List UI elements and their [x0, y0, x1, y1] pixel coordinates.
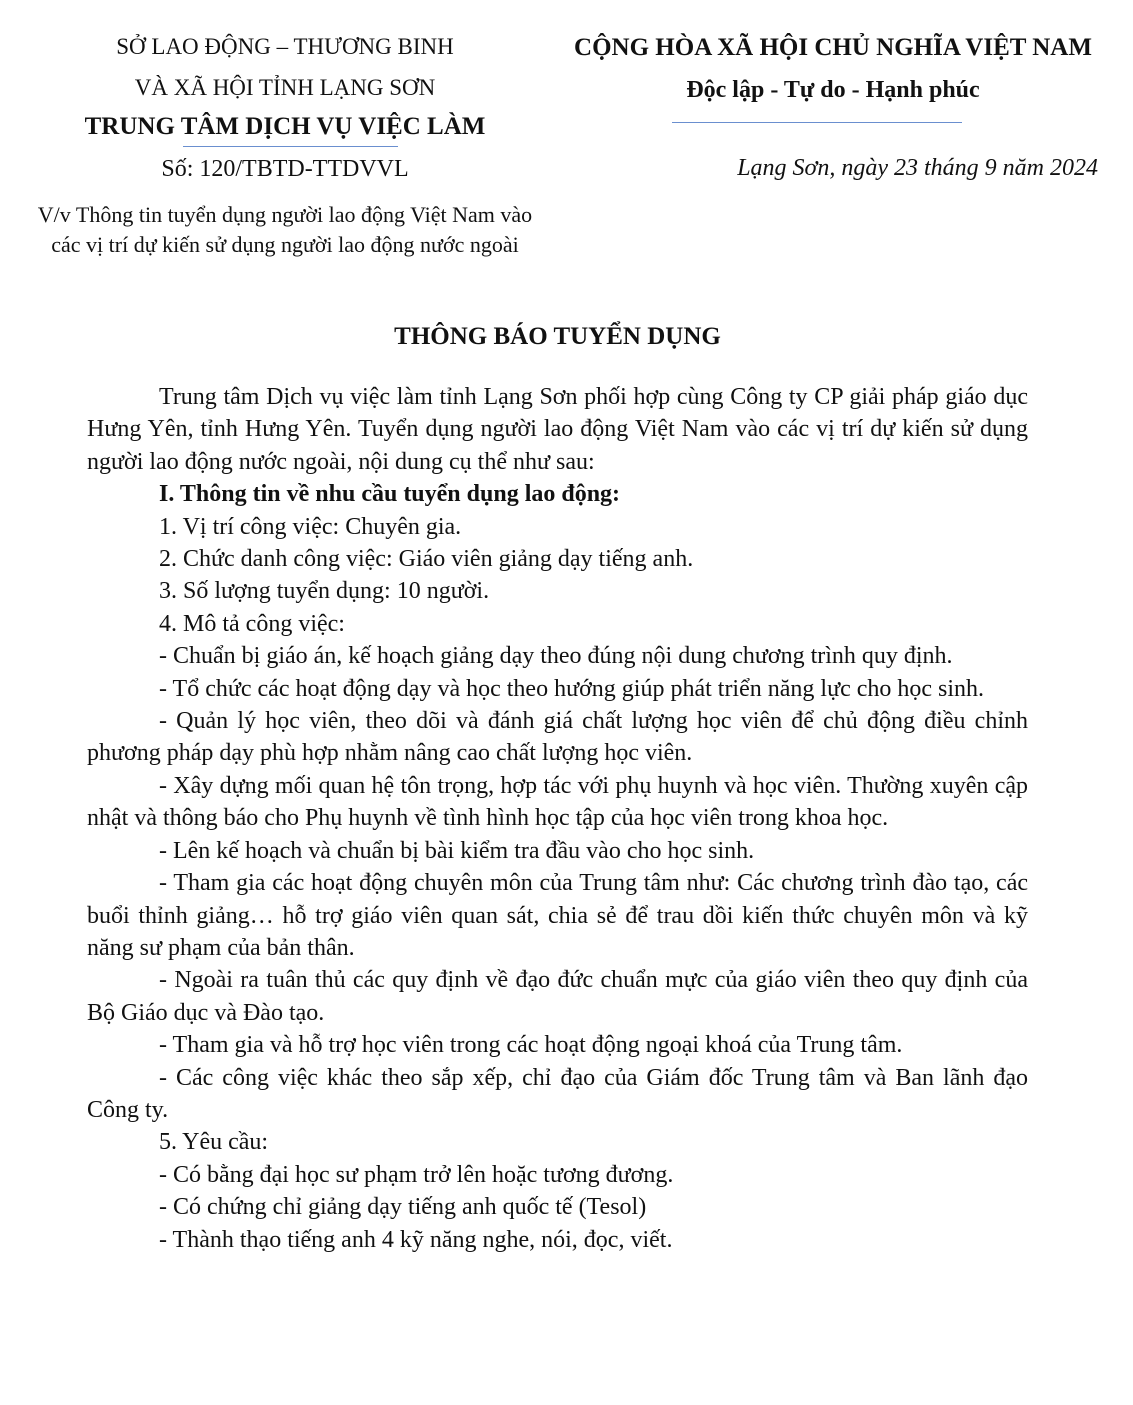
duty-item: - Các công việc khác theo sắp xếp, chỉ đạo của Giám đốc Trung tâm và Ban lãnh đạo Công ty.: [87, 1064, 1028, 1123]
duty-item: - Ngoài ra tuân thủ các quy định về đạo đức chuẩn mực của giáo viên theo quy định của Bộ Giáo dục và Đào tạo.: [87, 967, 1028, 1026]
document-subject: V/v Thông tin tuyển dụng người lao động Việt Nam vào các vị trí dự kiến sử dụng người lao động nước ngoài: [37, 202, 533, 257]
national-motto: Độc lập - Tự do - Hạnh phúc: [686, 77, 980, 103]
requirement-item: - Thành thạo tiếng anh 4 kỹ năng nghe, nói, đọc, viết.: [159, 1226, 673, 1253]
duty-item: - Tổ chức các hoạt động dạy và học theo hướng giúp phát triển năng lực cho học sinh.: [159, 675, 985, 702]
national-title: CỘNG HÒA XÃ HỘI CHỦ NGHĨA VIỆT NAM: [574, 34, 1092, 61]
place-and-date: Lạng Sơn, ngày 23 tháng 9 năm 2024: [737, 155, 1098, 181]
requirement-item: - Có chứng chỉ giảng dạy tiếng anh quốc tế (Tesol): [159, 1194, 647, 1221]
list-item: 2. Chức danh công việc: Giáo viên giảng dạy tiếng anh.: [159, 546, 694, 573]
duty-item: - Lên kế hoạch và chuẩn bị bài kiểm tra đầu vào cho học sinh.: [159, 837, 755, 864]
center-name: TRUNG TÂM DỊCH VỤ VIỆC LÀM: [84, 113, 486, 140]
duty-item: - Tham gia các hoạt động chuyên môn của Trung tâm như: Các chương trình đào tạo, các buổi thỉnh giảng… hỗ trợ giáo viên quan sát, chia sẻ để trau dồi kiến thức chuyên môn và kỹ năng sư phạm của bản thân.: [87, 870, 1028, 961]
duty-item: - Tham gia và hỗ trợ học viên trong các hoạt động ngoại khoá của Trung tâm.: [159, 1032, 903, 1059]
agency-line-2: VÀ XÃ HỘI TỈNH LẠNG SƠN: [134, 75, 436, 100]
motto-underline: [672, 122, 962, 123]
list-item: 4. Mô tả công việc:: [159, 610, 345, 637]
intro-paragraph: Trung tâm Dịch vụ việc làm tỉnh Lạng Sơn phối hợp cùng Công ty CP giải pháp giáo dục Hưng Yên, tỉnh Hưng Yên. Tuyển dụng người lao động Việt Nam vào các vị trí dự kiến sử dụng người lao động nước ngoài, nội dung cụ thể như sau:: [87, 384, 1028, 475]
requirement-item: - Có bằng đại học sư phạm trở lên hoặc tương đương.: [159, 1161, 674, 1188]
list-item: 5. Yêu cầu:: [159, 1129, 269, 1156]
agency-line-1: SỞ LAO ĐỘNG – THƯƠNG BINH: [116, 34, 454, 59]
list-item: 3. Số lượng tuyển dụng: 10 người.: [159, 578, 490, 605]
document-body: [87, 381, 1028, 1256]
duty-item: - Chuẩn bị giáo án, kế hoạch giảng dạy theo đúng nội dung chương trình quy định.: [159, 643, 953, 670]
document-number: Số: 120/TBTD-TTDVVL: [161, 156, 409, 182]
list-item: 1. Vị trí công việc: Chuyên gia.: [159, 513, 462, 540]
duty-item: - Quản lý học viên, theo dõi và đánh giá chất lượng học viên để chủ động điều chỉnh phương pháp dạy phù hợp nhằm nâng cao chất lượng học viên.: [87, 708, 1028, 767]
section-heading: I. Thông tin về nhu cầu tuyển dụng lao động:: [159, 481, 621, 508]
duty-item: - Xây dựng mối quan hệ tôn trọng, hợp tác với phụ huynh và học viên. Thường xuyên cập nhật và thông báo cho Phụ huynh về tình hình học tập của học viên trong khoa học.: [87, 772, 1028, 832]
center-name-underline: [183, 146, 398, 147]
document-title: THÔNG BÁO TUYỂN DỤNG: [394, 323, 721, 350]
